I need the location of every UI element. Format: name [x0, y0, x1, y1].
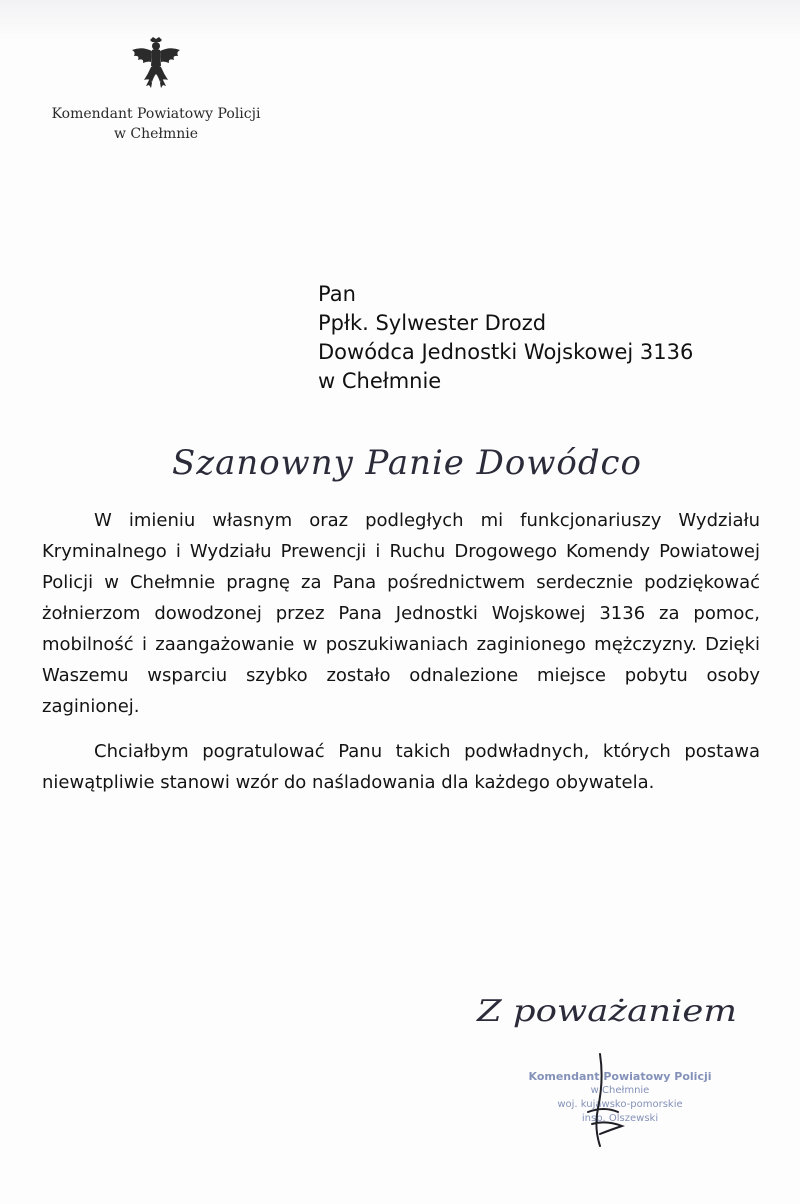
stamp-region: woj. kujawsko-pomorskie [557, 1099, 683, 1110]
recipient-name: Ppłk. Sylwester Drozd [318, 311, 547, 335]
closing-text: Z poważaniem [475, 994, 737, 1029]
recipient-address [318, 280, 693, 396]
issuer-title: Komendant Powiatowy Policji [51, 106, 261, 122]
handwritten-salutation [170, 430, 650, 500]
recipient-salutation-title: Pan [318, 282, 356, 306]
recipient-location: w Chełmnie [318, 369, 442, 393]
handwritten-closing [475, 985, 745, 1035]
issuer-block [30, 104, 282, 144]
polish-eagle-emblem-icon [128, 34, 184, 90]
issuer-location: w Chełmnie [113, 126, 199, 142]
scan-shade [0, 0, 800, 40]
letter-body [42, 505, 760, 798]
stamp-location: w Chełmnie [590, 1085, 650, 1096]
stamp-title: Komendant Powiatowy Policji [528, 1070, 712, 1083]
signature-icon [570, 1050, 630, 1160]
stamp-officer: insp. Olszewski [581, 1113, 659, 1124]
body-paragraph-2: Chciałbym pogratulować Panu takich podwładnych, których postawa niewątpliwie stanowi wzór do naśladowania dla każdego obywatela. [42, 741, 760, 793]
body-paragraph-1: W imieniu własnym oraz podległych mi funkcjonariuszy Wydziału Kryminalnego i Wydziału Prewencji i Ruchu Drogowego Komendy Powiatowej Policji w Chełmnie pragnę za Pana pośrednictwem serdecznie podziękować żołnierzom dowodzonej przez Pana Jednostki Wojskowej 3136 za pomoc, mobilność i zaangażowanie w poszukiwaniach zaginionego mężczyzny. Dzięki Waszemu wsparciu szybko zostało odnalezione miejsce pobytu osoby zaginionej. [42, 510, 760, 717]
salutation-text: Szanowny Panie Dowódco [172, 443, 642, 483]
recipient-position: Dowódca Jednostki Wojskowej 3136 [318, 340, 694, 364]
